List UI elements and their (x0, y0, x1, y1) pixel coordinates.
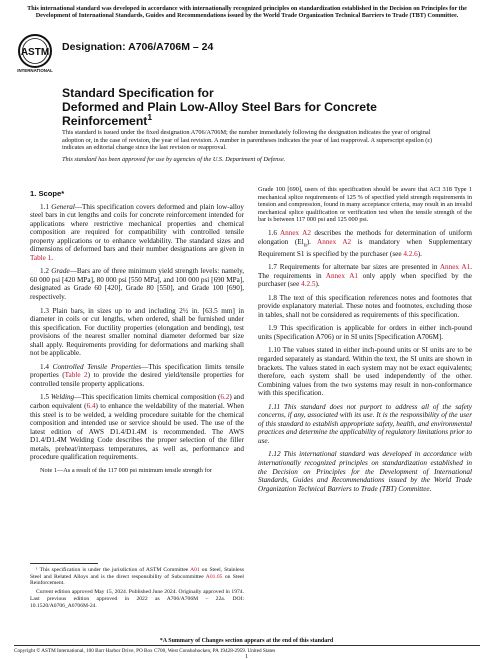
para-1-10: 1.10 The values stated in either inch-pound units or SI units are to be regarded separately as standard. Within the text, the SI units are shown in brackets. The values stated in each system may not be exact equivalents; therefore, each system shall be used independently of the other. Combining values from the two systems may result in non-conformance with this specification. (258, 346, 472, 398)
link-table-2[interactable]: Table 2 (64, 371, 88, 380)
link-annex-a2-2[interactable]: Annex A2 (317, 237, 352, 246)
dod-note: This standard has been approved for use by agencies of the U.S. Department of Defense. (62, 155, 286, 163)
title-line-2: Deformed and Plain Low-Alloy Steel Bars for Concrete (62, 100, 377, 114)
para-1-7: 1.7 Requirements for alternate bar sizes are presented in Annex A1. The requirements in Annex A1 only apply when specified by the purchaser (see 4.2.5). (258, 263, 472, 289)
note-1-continued: Grade 100 [690], users of this specification should be aware that ACI 318 Type 1 mechanical splice requirements of 125 % of specified yield strength requirements in tension and compression, found in many acceptance criteria, may result in an invalid mechanical splice qualification or verification test when the tensile strength of the bar is between 117 000 psi and 125 000 psi. (258, 186, 472, 224)
bottom-divider (14, 645, 480, 646)
svg-text:ASTM: ASTM (20, 47, 50, 58)
link-annex-a2[interactable]: Annex A2 (279, 228, 311, 237)
link-committee-a01[interactable]: A01 (190, 567, 200, 573)
standard-notes (62, 129, 452, 167)
para-1-8: 1.8 The text of this specification references notes and footnotes that provide explanatory material. These notes and footnotes, excluding those in tables, shall not be considered as requirements of this specification. (258, 293, 472, 319)
link-annex-a1-2[interactable]: Annex A1 (325, 271, 358, 280)
link-6-4[interactable]: 6.4 (86, 402, 96, 411)
para-1-11: 1.11 This standard does not purport to address all of the safety concerns, if any, associated with its use. It is the responsibility of the user of this standard to establish appropriate safety, health, and environmental practices and determine the applicability of regulatory limitations prior to use. (258, 402, 472, 445)
summary-of-changes-note: *A Summary of Changes section appears at the end of this standard (159, 638, 334, 644)
logo-text: INTERNATIONAL (17, 68, 53, 73)
para-1-5: 1.5 Welding—This specification limits chemical composition (6.2) and carbon equivalent (6.4) to enhance the weldability of the material. When this steel is to be welded, a welding procedure suitable for the chemical composition and intended use or service should be used. The use of the latest edition of AWS D1.4/D1.4M is recommended. The AWS D1.4/D1.4M Welding Code describes the proper selection of the filler metals, preheat/interpass temperatures, as well as, performance and procedure qualification requirements. (30, 393, 244, 462)
designation-note: This standard is issued under the fixed designation A706/A706M; the number immediately following the designation indicates the year of original adoption or, in the case of revision, the year of last revision. A number in parentheses indicates the year of last reapproval. A superscript epsilon (ε) indicates an editorial change since the last revision or reapproval. (62, 129, 433, 152)
right-column (258, 186, 472, 498)
para-1-6: 1.6 Annex A2 describes the methods for determination of uniform elongation $(El_u)$. Annex A2 is mandatory when Supplementary Requirement S1 is specified by the purchaser (see 4.2.6). (258, 228, 472, 258)
footnote-divider (30, 563, 98, 564)
left-column (30, 190, 244, 479)
link-6-2[interactable]: 6.2 (220, 393, 230, 402)
link-table-1[interactable]: Table 1 (30, 253, 52, 262)
link-annex-a1[interactable]: Annex A1 (439, 263, 471, 272)
astm-logo (14, 33, 56, 73)
para-1-9: 1.9 This specification is applicable for orders in either inch-pound units (Specification A706) or in SI units [Specification A706M]. (258, 324, 472, 341)
link-subcommittee-a01-05[interactable]: A01.05 (205, 573, 223, 580)
note-1: Note 1—As a result of the 117 000 psi minimum tensile strength for (40, 466, 212, 474)
para-1-1: 1.1 General—This specification covers deformed and plain low-alloy steel bars in cut lengths and coils for concrete reinforcement intended for applications where restrictive mechanical properties and chemical composition are required for compatibility with controlled tensile property applications or to enhance weldability. The standard sizes and dimensions of deformed bars and their number designations are given in Table 1. (30, 202, 244, 262)
link-4-2-5[interactable]: 4.2.5 (301, 280, 316, 289)
footnotes (30, 567, 244, 611)
copyright: Copyright © ASTM International, 100 Barr Harbor Drive, PO Box C700, West Conshohocken, PA 19428-2959. United States (14, 648, 276, 654)
para-1-2: 1.2 Grade—Bars are of three minimum yield strength levels: namely, 60 000 psi [420 MPa], 80 000 psi [550 MPa], and 100 000 psi [690 MPa], designated as Grade 60 [420], Grade 80 [550], and Grade 100 [690], respectively. (30, 267, 245, 302)
wto-notice: This international standard was developed in accordance with internationally recognized principles on standardization established in the Decision on Principles for the Development of International Standards, Guides and Recommendations issued by the World Trade Organization Technical Barriers to Trade (TBT) Committee. (27, 5, 467, 20)
para-1-12: 1.12 This international standard was developed in accordance with internationally recognized principles on standardization established in the Decision on Principles for the Development of International Standards, Guides and Recommendations issued by the World Trade Organization Technical Barriers to Trade (TBT) Committee. (258, 450, 472, 493)
para-1-3: 1.3 Plain bars, in sizes up to and including 2½ in. [63.5 mm] in diameter in coils or cut lengths, when ordered, shall be furnished under this specification. For ductility properties (elongation and bending), test provisions of the nearest smaller nominal diameter deformed bar size shall apply. Requirements providing for deformations and marking shall not be applicable. (30, 306, 244, 358)
title-line-3-text: Reinforcement (62, 114, 148, 128)
title-line-3 (62, 111, 442, 128)
footnote-1: ¹ This specification is under the jurisdiction of ASTM Committee A01 on Steel, Stainless Steel and Related Alloys and is the direct responsibility of Subcommittee A01.05 on Steel Reinforcement. (30, 567, 244, 587)
footnote-edition: Current edition approved May 15, 2024. Published June 2024. Originally approved in 1974. Last previous edition approved in 2022 as A706/A706M – 22a. DOI: 10.1520/A0706_A0706M-24. (30, 589, 244, 609)
document-title (62, 86, 442, 128)
page-number: 1 (245, 654, 248, 660)
section-heading-scope: 1. Scope* (30, 189, 65, 198)
designation: Designation: A706/A706M – 24 (62, 41, 214, 53)
para-1-4: 1.4 Controlled Tensile Properties—This specification limits tensile properties (Table 2) to provide the desired yield/tensile properties for controlled tensile property applications. (30, 362, 245, 388)
title-footnote-marker[interactable]: 1 (147, 111, 153, 122)
link-4-2-6[interactable]: 4.2.6 (403, 249, 418, 258)
title-line-1: Standard Specification for (62, 86, 214, 100)
